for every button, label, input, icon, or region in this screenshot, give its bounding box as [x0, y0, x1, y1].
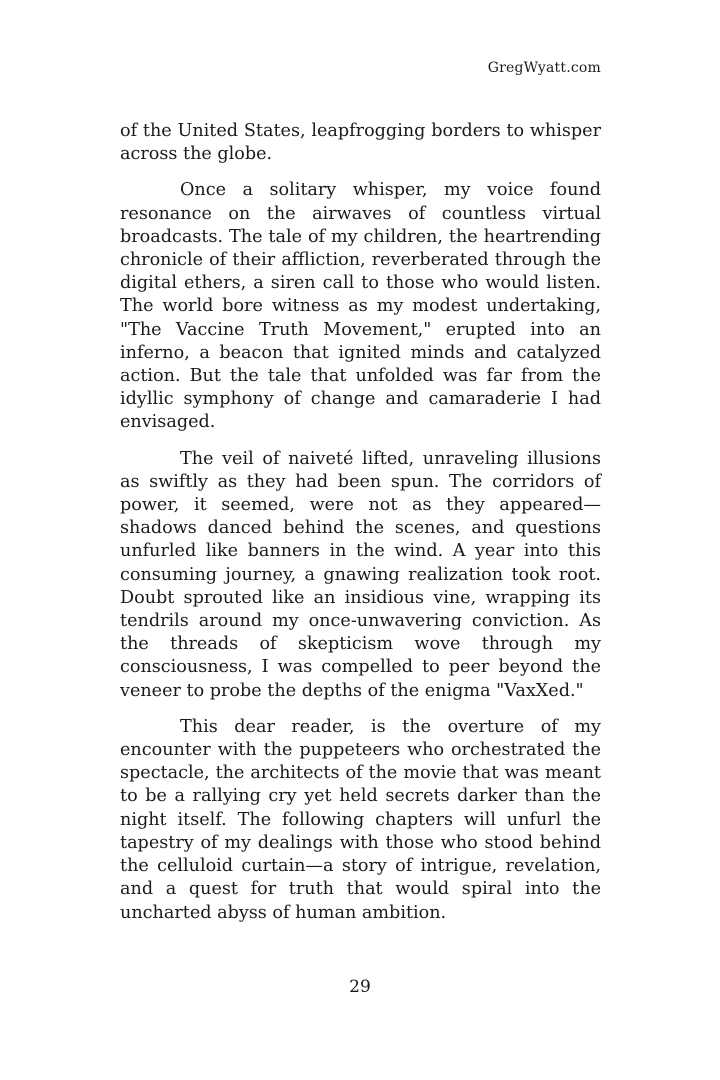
paragraph: Once a solitary whisper, my voice found resonance on the airwaves of countless virtual broadcasts. The tale of my children, the heartrending chronicle of their affliction, reverberated through the digital ethers, a siren call to those who would listen. The world bore witness as my modest undertaking, "The Vaccine Truth Movement," erupted into an inferno, a beacon that ignited minds and catalyzed action. But the tale that unfolded was far from the idyllic symphony of change and camaraderie I had envisaged.: [120, 180, 601, 433]
page-number: 29: [349, 977, 371, 997]
paragraph: This dear reader, is the overture of my encounter with the puppeteers who orchestrated the spectacle, the architects of the movie that was meant to be a rallying cry yet held secrets darker than the night itself. The following chapters will unfurl the tapestry of my dealings with those who stood behind the celluloid curtain—a story of intrigue, revelation, and a quest for truth that would spiral into the uncharted abyss of human ambition.: [120, 716, 601, 923]
running-header-site: GregWyatt.com: [487, 60, 601, 76]
paragraph-continuation: of the United States, leapfrogging borders to whisper across the globe.: [120, 121, 601, 165]
paragraph: The veil of naiveté lifted, unraveling illusions as swiftly as they had been spun. The corridors of power, it seemed, were not as they appeared—shadows danced behind the scenes, and questions unfurled like banners in the wind. A year into this consuming journey, a gnawing realization took root. Doubt sprouted like an insidious vine, wrapping its tendrils around my once-unwavering conviction. As the threads of skepticism wove through my consciousness, I was compelled to peer beyond the veneer to probe the depths of the enigma "VaxXed.": [120, 448, 601, 701]
page-body: [120, 120, 601, 938]
